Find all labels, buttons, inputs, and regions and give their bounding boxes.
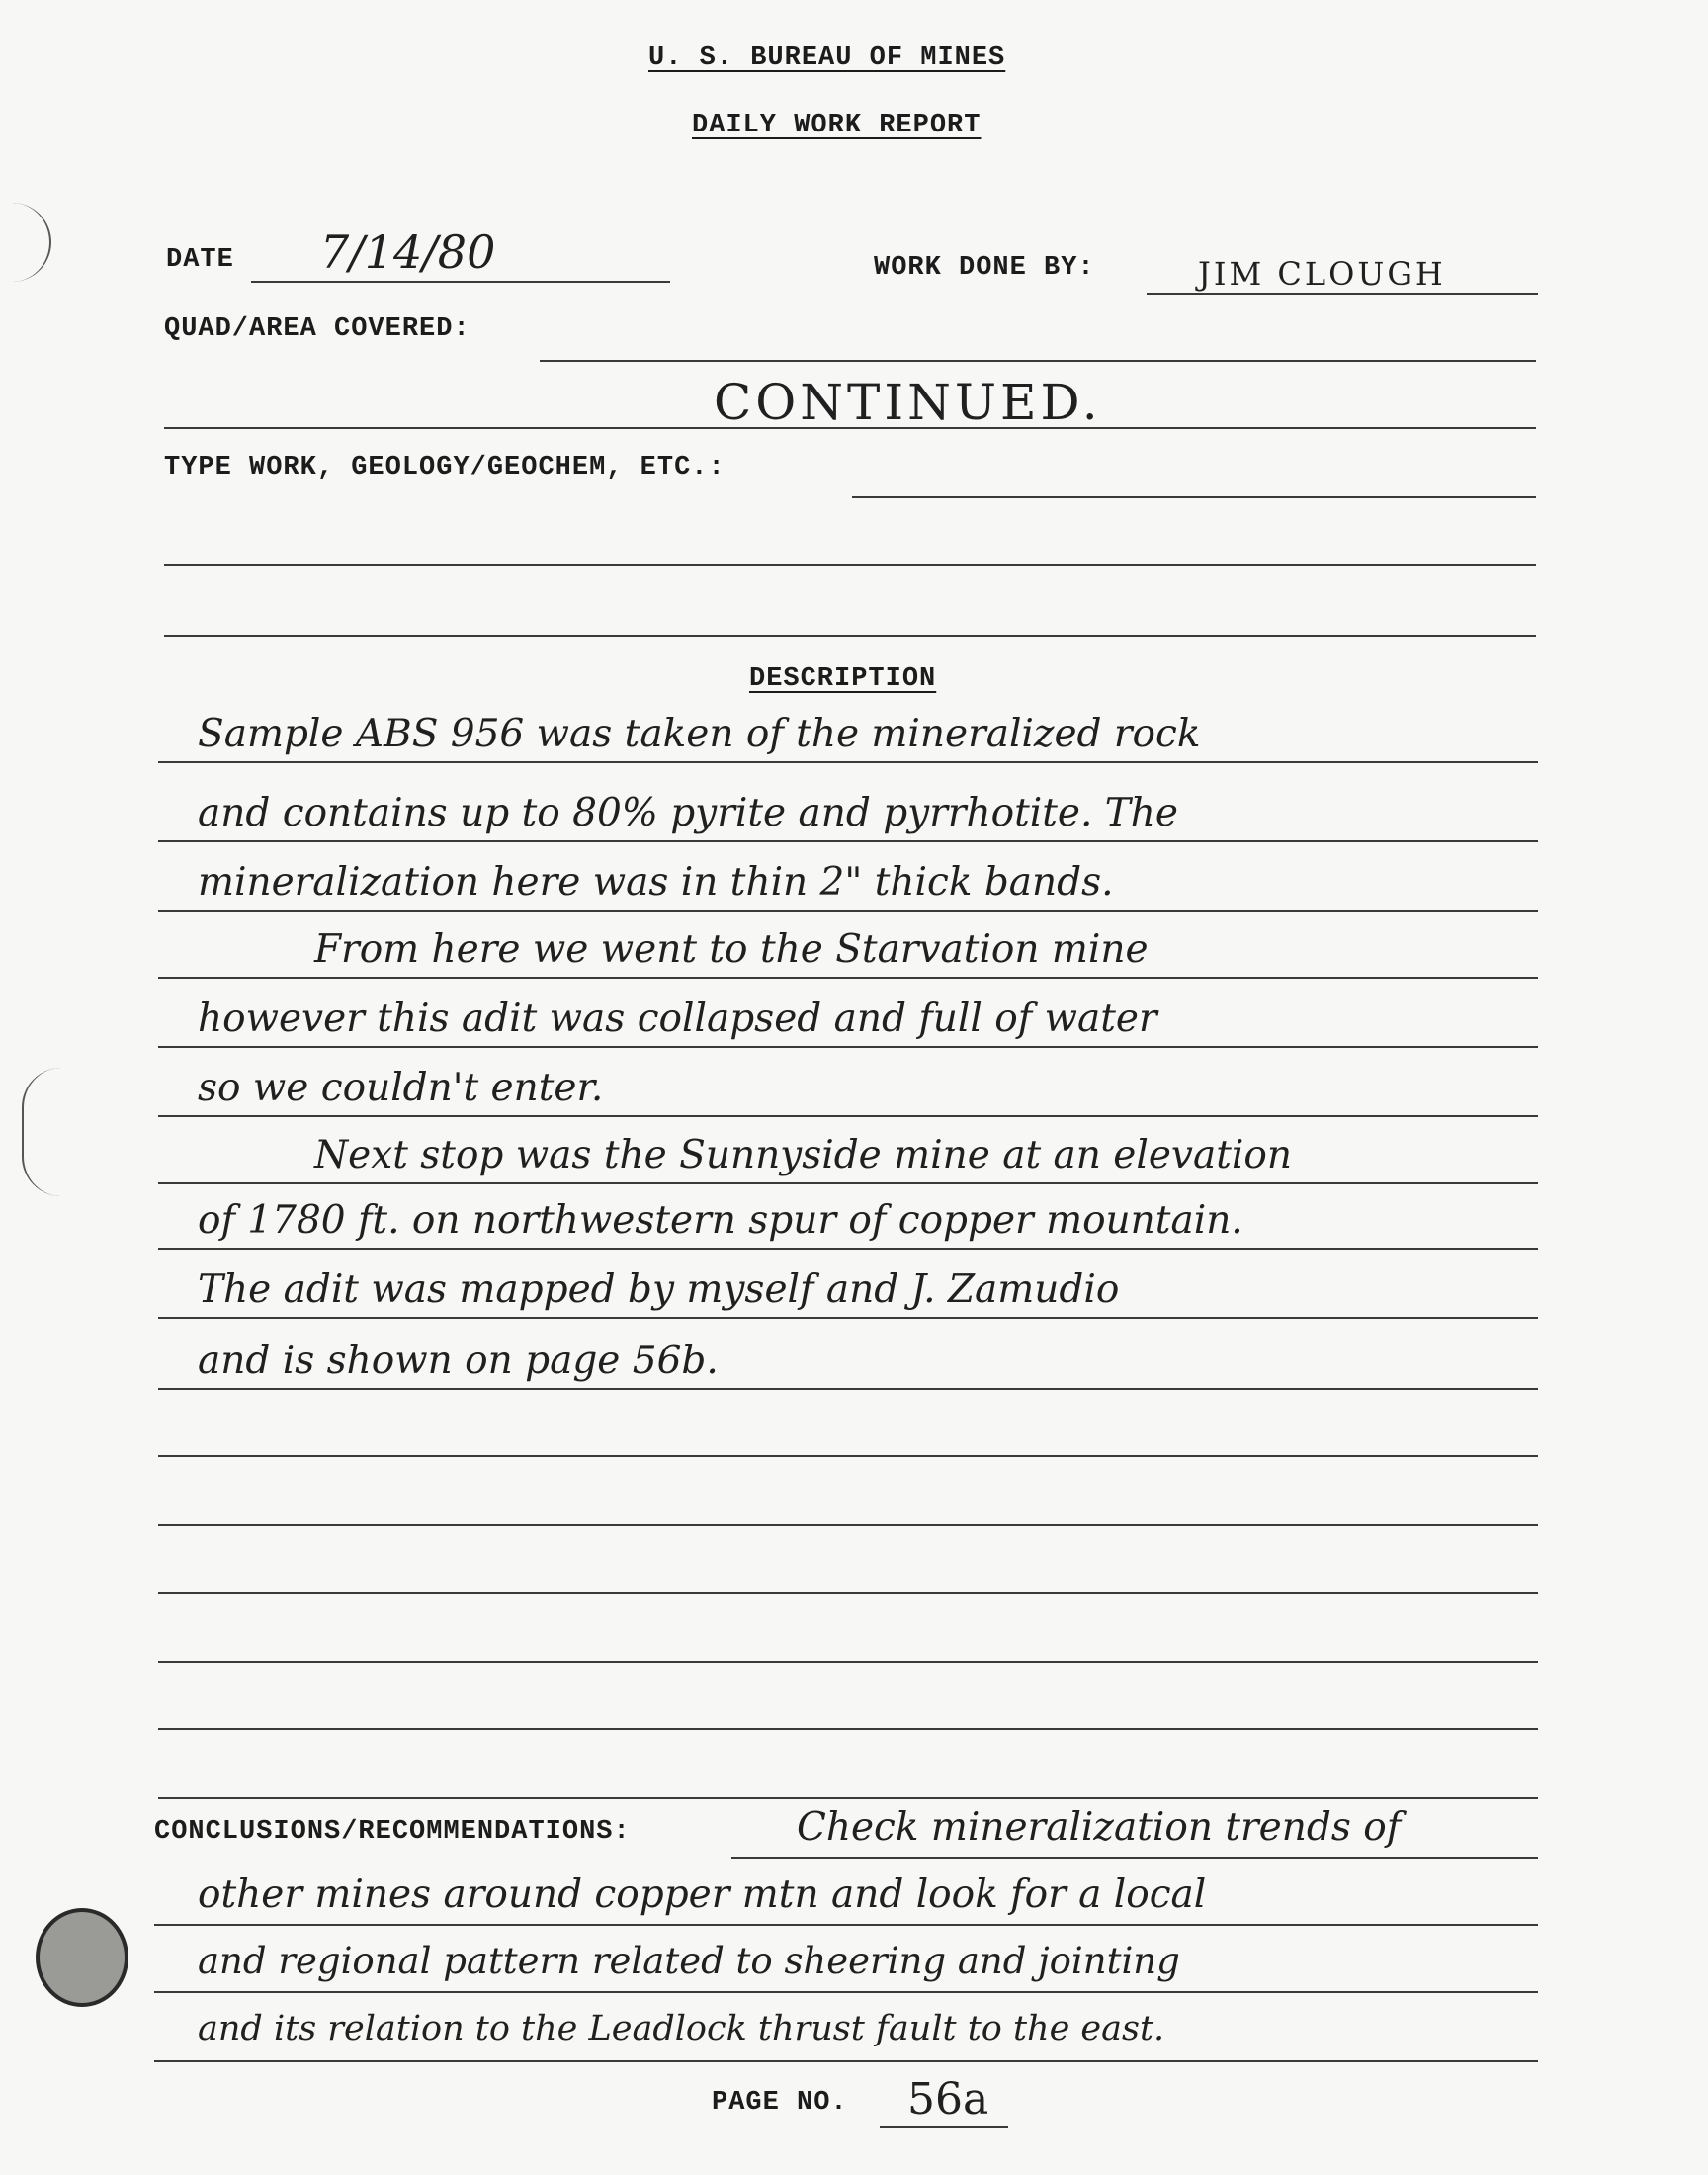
description-line: From here we went to the Starvation mine xyxy=(314,927,1149,972)
description-heading: DESCRIPTION xyxy=(749,664,937,694)
type-work-rule-1 xyxy=(852,496,1536,498)
agency-heading: U. S. BUREAU OF MINES xyxy=(648,44,1006,73)
page-no-value: 56a xyxy=(907,2074,989,2125)
conclusions-rule xyxy=(154,2060,1538,2062)
date-value: 7/14/80 xyxy=(320,225,496,279)
description-rule xyxy=(158,977,1538,979)
work-done-by-rule xyxy=(1147,293,1538,295)
conclusions-rule xyxy=(154,1924,1538,1926)
description-line: The adit was mapped by myself and J. Zamudio xyxy=(198,1267,1120,1312)
quad-area-value: CONTINUED. xyxy=(714,374,1102,431)
description-rule xyxy=(158,1388,1538,1390)
description-rule xyxy=(158,1046,1538,1048)
description-line: Sample ABS 956 was taken of the mineralized rock xyxy=(198,712,1201,756)
description-rule xyxy=(158,840,1538,842)
punch-hole-bottom xyxy=(36,1908,128,2007)
description-line: mineralization here was in thin 2" thick bands. xyxy=(198,860,1114,905)
description-rule xyxy=(158,910,1538,912)
punch-hole-middle xyxy=(22,1068,63,1196)
description-rule xyxy=(158,1797,1538,1799)
conclusions-line: and regional pattern related to sheering and jointing xyxy=(198,1940,1180,1982)
conclusions-rule xyxy=(154,1991,1538,1993)
description-rule xyxy=(158,1592,1538,1594)
description-rule xyxy=(158,1115,1538,1117)
date-rule xyxy=(251,281,670,283)
type-work-rule-3 xyxy=(164,635,1536,637)
page-no-label: PAGE NO. xyxy=(712,2088,848,2118)
conclusions-line: Check mineralization trends of xyxy=(797,1805,1402,1850)
description-rule xyxy=(158,1661,1538,1663)
page-no-rule xyxy=(880,2126,1008,2128)
work-done-by-label: WORK DONE BY: xyxy=(874,253,1095,283)
quad-area-rule-1 xyxy=(540,360,1536,362)
punch-hole-top xyxy=(10,203,51,282)
description-rule xyxy=(158,1317,1538,1319)
description-rule xyxy=(158,761,1538,763)
description-line: so we couldn't enter. xyxy=(198,1066,604,1110)
conclusions-rule xyxy=(731,1857,1538,1859)
description-rule xyxy=(158,1455,1538,1457)
description-line: however this adit was collapsed and full of water xyxy=(198,997,1157,1041)
work-done-by-value: JIM CLOUGH xyxy=(1198,255,1446,293)
conclusions-line: and its relation to the Leadlock thrust fault to the east. xyxy=(198,2009,1165,2048)
description-line: and contains up to 80% pyrite and pyrrhotite. The xyxy=(198,791,1178,835)
description-line: of 1780 ft. on northwestern spur of copper mountain. xyxy=(198,1198,1243,1243)
conclusions-label: CONCLUSIONS/RECOMMENDATIONS: xyxy=(154,1817,631,1847)
type-work-rule-2 xyxy=(164,564,1536,566)
form-title: DAILY WORK REPORT xyxy=(692,111,982,140)
type-work-label: TYPE WORK, GEOLOGY/GEOCHEM, ETC.: xyxy=(164,453,726,482)
description-line: Next stop was the Sunnyside mine at an elevation xyxy=(314,1133,1292,1177)
description-rule xyxy=(158,1524,1538,1526)
description-line: and is shown on page 56b. xyxy=(198,1339,719,1383)
description-rule xyxy=(158,1182,1538,1184)
conclusions-line: other mines around copper mtn and look for a local xyxy=(198,1872,1207,1917)
quad-area-label: QUAD/AREA COVERED: xyxy=(164,314,470,344)
description-rule xyxy=(158,1728,1538,1730)
date-label: DATE xyxy=(166,245,234,275)
description-rule xyxy=(158,1248,1538,1250)
